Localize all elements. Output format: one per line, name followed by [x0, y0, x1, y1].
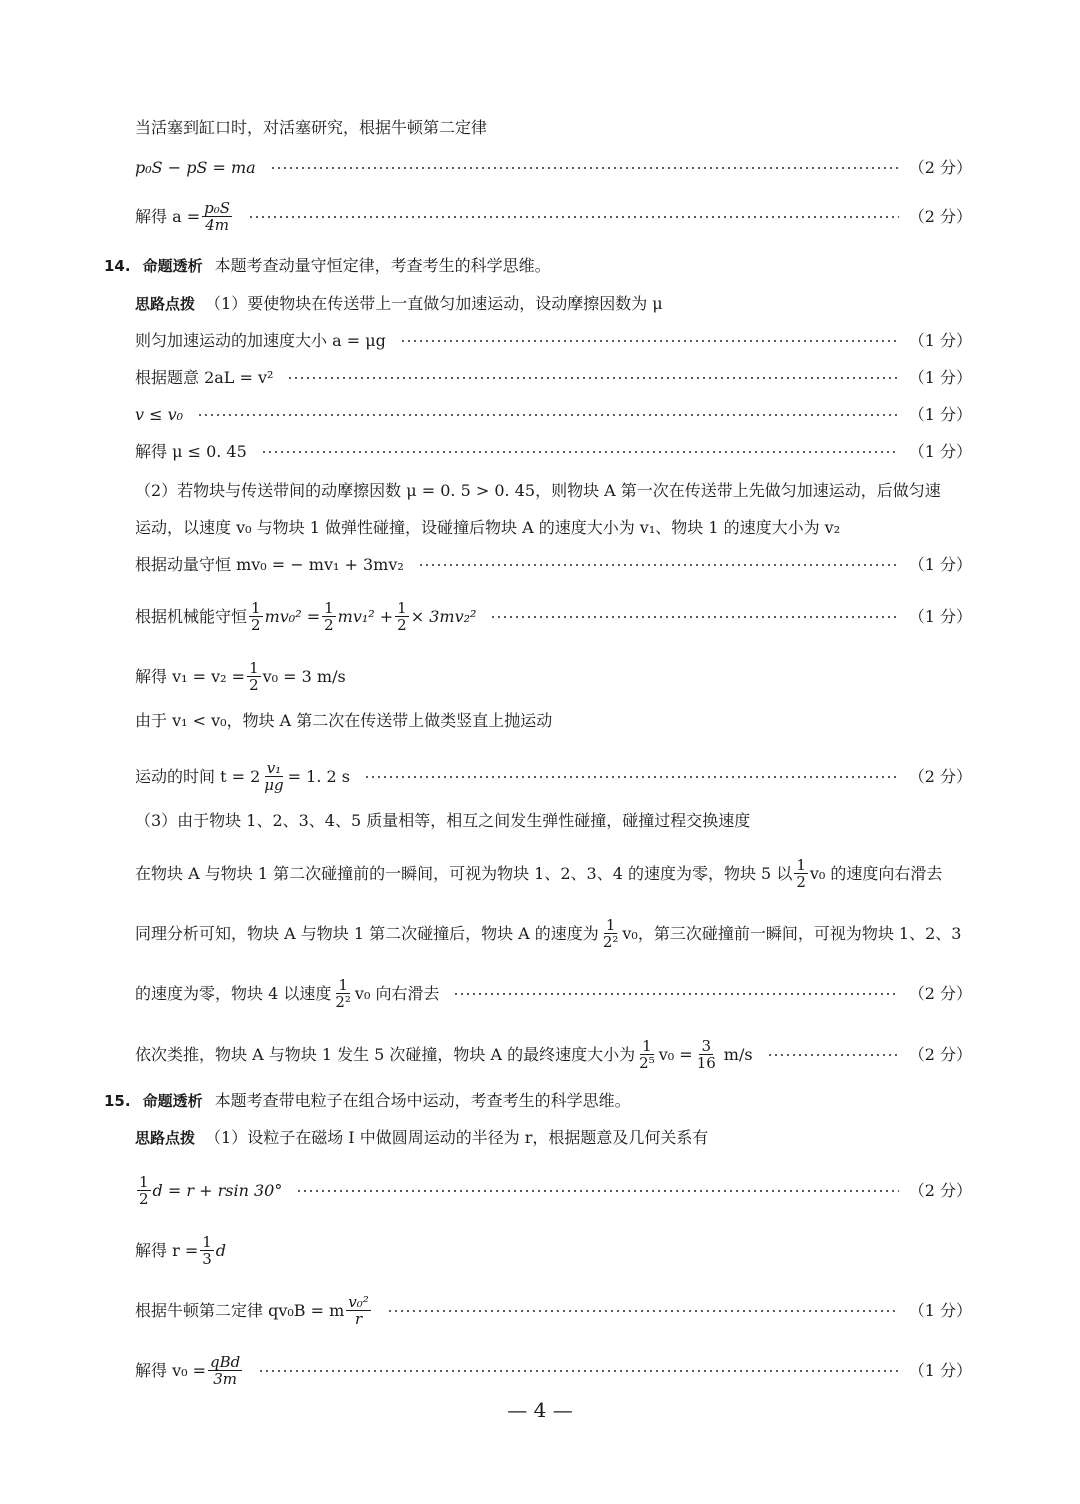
equation-line — [135, 200, 972, 233]
fraction — [249, 600, 263, 633]
score: （2 分） — [908, 1180, 972, 1200]
text-line — [135, 857, 972, 890]
paragraph-text: 根据题意 2aL = v² — [135, 368, 274, 387]
equation-prefix: 解得 r = — [135, 1240, 199, 1260]
fraction — [208, 1354, 242, 1387]
score: （1 分） — [908, 1300, 972, 1320]
section-label: 思路点拨 — [135, 1129, 196, 1147]
equation: d = r + rsin 30° — [152, 1180, 283, 1200]
fraction — [637, 1038, 657, 1071]
score: （1 分） — [908, 368, 972, 387]
leader-dots — [418, 564, 899, 566]
fraction-numerator: 3 — [701, 1037, 711, 1055]
equation-line — [135, 1174, 972, 1207]
score: （2 分） — [908, 1044, 972, 1064]
fraction — [601, 917, 621, 950]
fraction-numerator: v₁ — [266, 759, 282, 777]
fraction-numerator: 1 — [605, 916, 616, 934]
fraction — [395, 600, 409, 633]
leader-dots — [453, 993, 898, 995]
equation-line — [135, 157, 972, 179]
leader-dots — [248, 216, 899, 218]
leader-dots — [400, 340, 899, 342]
question-header — [104, 255, 972, 277]
fraction-numerator: 1 — [642, 1037, 652, 1055]
fraction-denominator: 4m — [205, 216, 229, 234]
fraction — [247, 660, 261, 693]
paragraph-text: 根据动量守恒 mv₀ = − mv₁ + 3mv₂ — [135, 555, 404, 574]
equation-line — [135, 1038, 972, 1071]
equation-line — [135, 660, 972, 693]
equation-part: × 3mv₂² — [410, 606, 477, 626]
paragraph-text: v₀ 的速度向右滑去 — [809, 863, 943, 883]
leader-dots — [364, 776, 899, 778]
leader-dots — [287, 377, 898, 379]
leader-dots — [296, 1190, 898, 1192]
equation-line — [135, 600, 972, 633]
equation-part: d — [215, 1240, 227, 1260]
equation-prefix: 解得 v₁ = v₂ = — [135, 666, 246, 686]
paragraph-text: （1）要使物块在传送带上一直做匀加速运动，设动摩擦因数为 μ — [205, 294, 663, 313]
equation-line — [135, 404, 972, 426]
text-line — [135, 480, 972, 502]
fraction — [794, 857, 808, 890]
equation-prefix: 根据牛顿第二定律 qv₀B = m — [135, 1300, 345, 1320]
equation-part: mv₁² + — [337, 606, 394, 626]
paragraph-text: （1）设粒子在磁场 Ⅰ 中做圆周运动的半径为 r，根据题意及几何关系有 — [205, 1128, 709, 1147]
equation-part: = 1. 2 s — [287, 766, 350, 786]
score: （1 分） — [908, 442, 972, 461]
fraction-denominator: 2⁵ — [639, 1054, 655, 1072]
leader-dots — [270, 167, 899, 169]
equation-prefix: 运动的时间 t = 2 — [135, 766, 261, 786]
fraction-denominator: 2 — [397, 616, 407, 634]
fraction — [333, 977, 353, 1010]
fraction — [322, 600, 336, 633]
score: （2 分） — [908, 983, 972, 1003]
text-line — [135, 917, 972, 950]
paragraph-text: （2）若物块与传送带间的动摩擦因数 μ = 0. 5 > 0. 45，则物块 A 第一次在传送带上先做匀加速运动，后做匀速 — [135, 481, 941, 500]
text-line — [135, 117, 972, 139]
fraction-denominator: 2 — [139, 1190, 149, 1208]
fraction-numerator: 1 — [338, 976, 348, 994]
fraction-numerator: 1 — [397, 599, 407, 617]
fraction-denominator: 2 — [251, 616, 261, 634]
fraction-numerator: qBd — [210, 1353, 241, 1371]
score: （1 分） — [908, 1360, 972, 1380]
paragraph-text: 运动，以速度 v₀ 与物块 1 做弹性碰撞，设碰撞后物块 A 的速度大小为 v₁、物块 1 的速度大小为 v₂ — [135, 518, 841, 537]
section-label: 命题透析 — [142, 1092, 203, 1110]
equation-line — [135, 1234, 972, 1267]
equation-line — [135, 367, 972, 389]
question-number: 15. — [104, 1092, 131, 1110]
score: （1 分） — [908, 405, 972, 424]
leader-dots — [197, 414, 899, 416]
score: （1 分） — [908, 606, 972, 626]
fraction-denominator: 2² — [335, 993, 351, 1011]
leader-dots — [387, 1310, 899, 1312]
fraction-denominator: 2 — [324, 616, 334, 634]
equation-part: v₀ = — [658, 1044, 693, 1064]
equation-line — [135, 554, 972, 576]
leader-dots — [767, 1054, 899, 1056]
equation-prefix: 解得 a = — [135, 206, 201, 226]
paragraph-text: 的速度为零，物块 4 以速度 — [135, 983, 332, 1003]
equation-line — [135, 330, 972, 352]
score: （1 分） — [908, 555, 972, 574]
section-text: 本题考查动量守恒定律，考查考生的科学思维。 — [214, 256, 551, 275]
paragraph-text: 依次类推，物块 A 与物块 1 发生 5 次碰撞，物块 A 的最终速度大小为 — [135, 1044, 636, 1064]
fraction-denominator: 2 — [249, 676, 259, 694]
leader-dots — [490, 616, 898, 618]
equation: v ≤ v₀ — [135, 405, 184, 424]
fraction — [200, 1234, 214, 1267]
fraction-denominator: 2 — [796, 873, 806, 891]
equation-part: v₀ = 3 m/s — [262, 666, 346, 686]
fraction-denominator: 2² — [602, 933, 619, 951]
score: （1 分） — [908, 331, 972, 350]
fraction — [262, 760, 285, 793]
equation-line — [135, 977, 972, 1010]
leader-dots — [261, 451, 899, 453]
fraction — [202, 200, 232, 233]
paragraph-text: 在物块 A 与物块 1 第二次碰撞前的一瞬间，可视为物块 1、2、3、4 的速度为零，物块 5 以 — [135, 863, 793, 883]
fraction — [695, 1038, 718, 1071]
text-line — [135, 517, 972, 539]
paragraph-text: （3）由于物块 1、2、3、4、5 质量相等，相互之间发生弹性碰撞，碰撞过程交换速度 — [135, 811, 751, 830]
text-line — [135, 710, 972, 732]
equation-prefix: 解得 v₀ = — [135, 1360, 207, 1380]
paragraph-text: 由于 v₁ < v₀，物块 A 第二次在传送带上做类竖直上抛运动 — [135, 711, 553, 730]
question-number: 14. — [104, 257, 131, 275]
text-line — [135, 293, 972, 315]
fraction-numerator: 1 — [324, 599, 334, 617]
page-number: — 4 — — [507, 1398, 573, 1422]
fraction-numerator: 1 — [251, 599, 261, 617]
fraction-numerator: v₀² — [348, 1293, 369, 1311]
fraction-denominator: 3 — [202, 1250, 212, 1268]
equation-line — [135, 760, 972, 793]
score: （2 分） — [908, 206, 972, 226]
paragraph-text: v₀ 向右滑去 — [354, 983, 440, 1003]
fraction-numerator: 1 — [139, 1173, 149, 1191]
fraction-numerator: p₀S — [204, 199, 231, 217]
fraction-denominator: 3m — [213, 1370, 238, 1388]
score: （2 分） — [908, 766, 972, 786]
question-header — [104, 1090, 972, 1112]
fraction-numerator: 1 — [249, 659, 259, 677]
paragraph-text: 当活塞到缸口时，对活塞研究，根据牛顿第二定律 — [135, 118, 488, 137]
fraction-denominator: μg — [264, 776, 284, 794]
paragraph-text: 解得 μ ≤ 0. 45 — [135, 442, 247, 461]
fraction-denominator: r — [354, 1310, 363, 1328]
fraction — [346, 1294, 371, 1327]
unit: m/s — [723, 1044, 753, 1064]
text-line — [135, 1127, 972, 1149]
equation-line — [135, 1294, 972, 1327]
equation-prefix: 根据机械能守恒 — [135, 606, 248, 626]
paragraph-text: 则匀加速运动的加速度大小 a = μg — [135, 331, 386, 350]
equation-line — [135, 441, 972, 463]
equation-line — [135, 1354, 972, 1387]
score: （2 分） — [908, 158, 972, 177]
section-text: 本题考查带电粒子在组合场中运动，考查考生的科学思维。 — [214, 1091, 631, 1110]
section-label: 思路点拨 — [135, 295, 196, 313]
equation-part: mv₀² = — [264, 606, 321, 626]
section-label: 命题透析 — [142, 257, 203, 275]
fraction-denominator: 16 — [696, 1054, 716, 1072]
fraction — [137, 1174, 151, 1207]
leader-dots — [258, 1370, 898, 1372]
paragraph-text: 同理分析可知，物块 A 与物块 1 第二次碰撞后，物块 A 的速度为 — [135, 923, 599, 943]
equation: p₀S − pS = ma — [135, 158, 256, 177]
fraction-numerator: 1 — [202, 1233, 212, 1251]
fraction-numerator: 1 — [796, 856, 806, 874]
paragraph-text: v₀，第三次碰撞前一瞬间，可视为物块 1、2、3 — [622, 923, 962, 943]
text-line — [135, 810, 972, 832]
